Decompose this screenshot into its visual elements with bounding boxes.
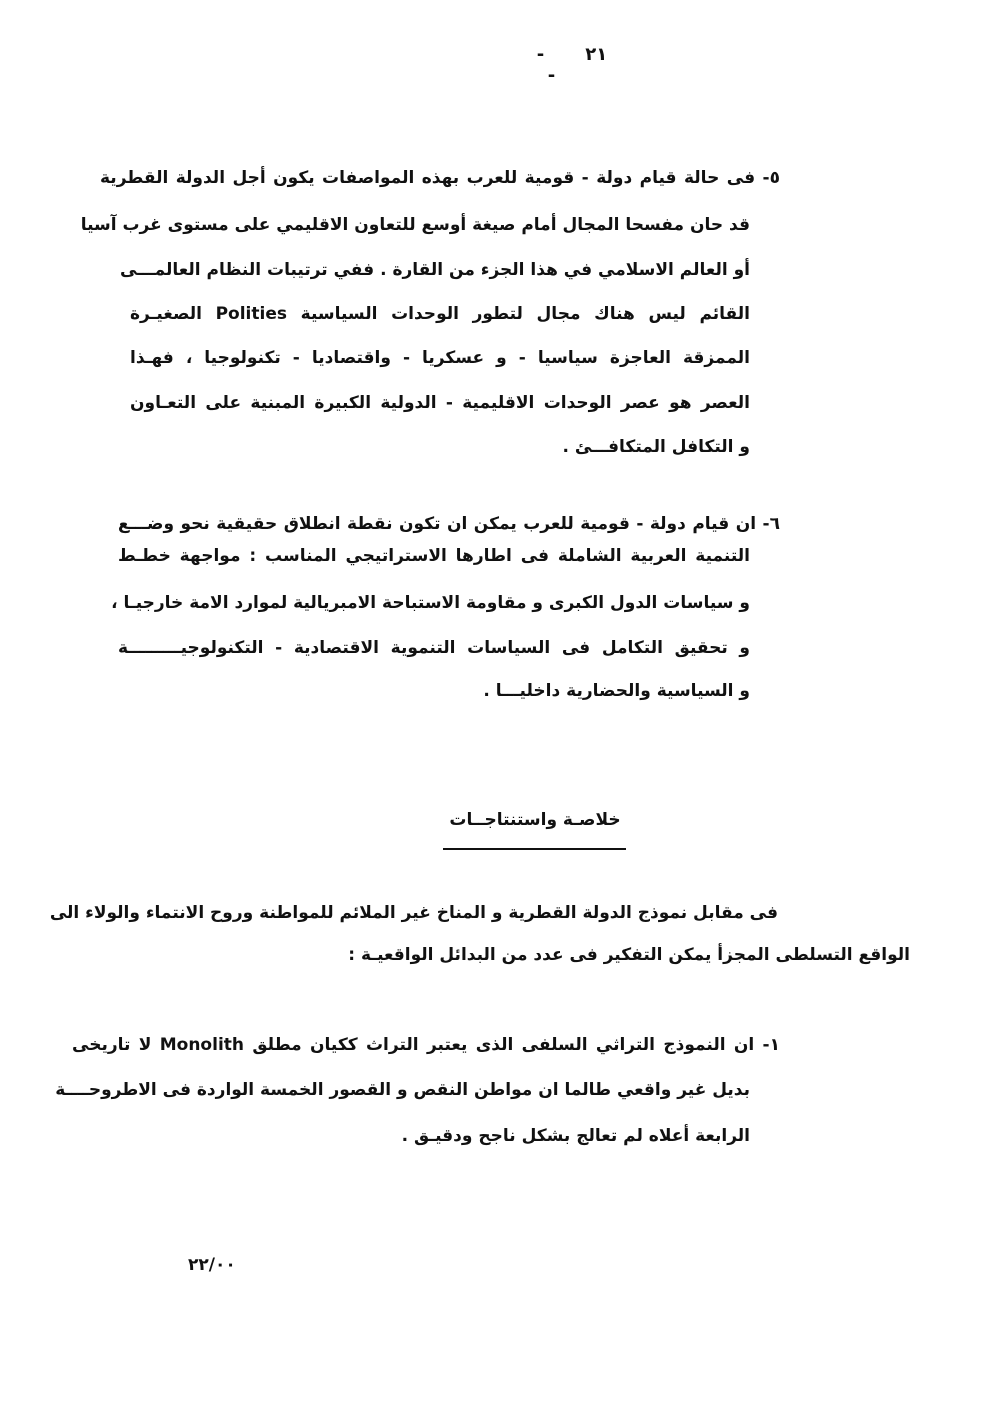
paragraph-6-line: و تحقيق التكامل فى السياسات التنموية الاقتصادية - التكنولوجيـــــــــة <box>118 638 750 658</box>
footer-reference: ٢٢/٠٠ <box>188 1255 236 1275</box>
page-number-header <box>482 44 622 86</box>
paragraph-5-line: العصر هو عصر الوحدات الاقليمية - الدولية الكبيرة المبنية على التعـاون <box>130 393 750 413</box>
paragraph-6-line: و سياسات الدول الكبرى و مقاومة الاستباحة الامبريالية لموارد الامة خارجيـا ، <box>111 593 750 613</box>
paragraph-6-line: التنمية العربية الشاملة فى اطارها الاستراتيجي المناسب : مواجهة خطـط <box>118 546 750 566</box>
item-1-line: ١- ان النموذج التراثي السلفى الذى يعتبر التراث ككيان مطلق Monolith لا تاريخى <box>72 1035 780 1055</box>
page-number-dash-left: - <box>536 44 546 65</box>
page-number-dash-right: - <box>547 65 557 86</box>
paragraph-5-line: و التكافل المتكافـــئ . <box>562 437 750 457</box>
section-heading: خلاصـة واستنتاجــات <box>449 810 621 830</box>
paragraph-5-line: القائم ليس هناك مجال لتطور الوحدات السياسية Polities الصغيـرة <box>130 304 751 324</box>
item-1-line: بديل غير واقعي طالما ان مواطن النقص و القصور الخمسة الواردة فى الاطروحــــة <box>55 1080 750 1100</box>
intro-paragraph-line: فى مقابل نموذج الدولة القطرية و المناخ غير الملائم للمواطنة وروح الانتماء والولاء الى <box>49 903 778 923</box>
page-number: ٢١ <box>585 44 608 65</box>
item-1-line: الرابعة أعلاه لم تعالج بشكل ناجح ودقيـق . <box>401 1126 750 1146</box>
paragraph-5-line: أو العالم الاسلامي في هذا الجزء من القارة . ففي ترتيبات النظام العالمـــى <box>120 260 750 280</box>
paragraph-5-line: ٥- فى حالة قيام دولة - قومية للعرب بهذه المواصفات يكون أجل الدولة القطرية <box>100 168 780 188</box>
paragraph-5-line: الممزقة العاجزة سياسيا - و عسكريا - واقتصاديا - تكنولوجيا ، فهـذا <box>130 348 750 368</box>
section-heading-underline <box>443 848 626 850</box>
paragraph-5-line: قد حان مفسحا المجال أمام صيغة أوسع للتعاون الاقليمي على مستوى غرب آسيا <box>80 215 750 235</box>
intro-paragraph-line: الواقع التسلطى المجزأ يمكن التفكير فى عدد من البدائل الواقعيـة : <box>348 945 910 965</box>
paragraph-6-line: ٦- ان قيام دولة - قومية للعرب يمكن ان تكون نقطة انطلاق حقيقية نحو وضـــع <box>118 514 780 534</box>
paragraph-6-line: و السياسية والحضارية داخليـــا . <box>483 681 750 701</box>
